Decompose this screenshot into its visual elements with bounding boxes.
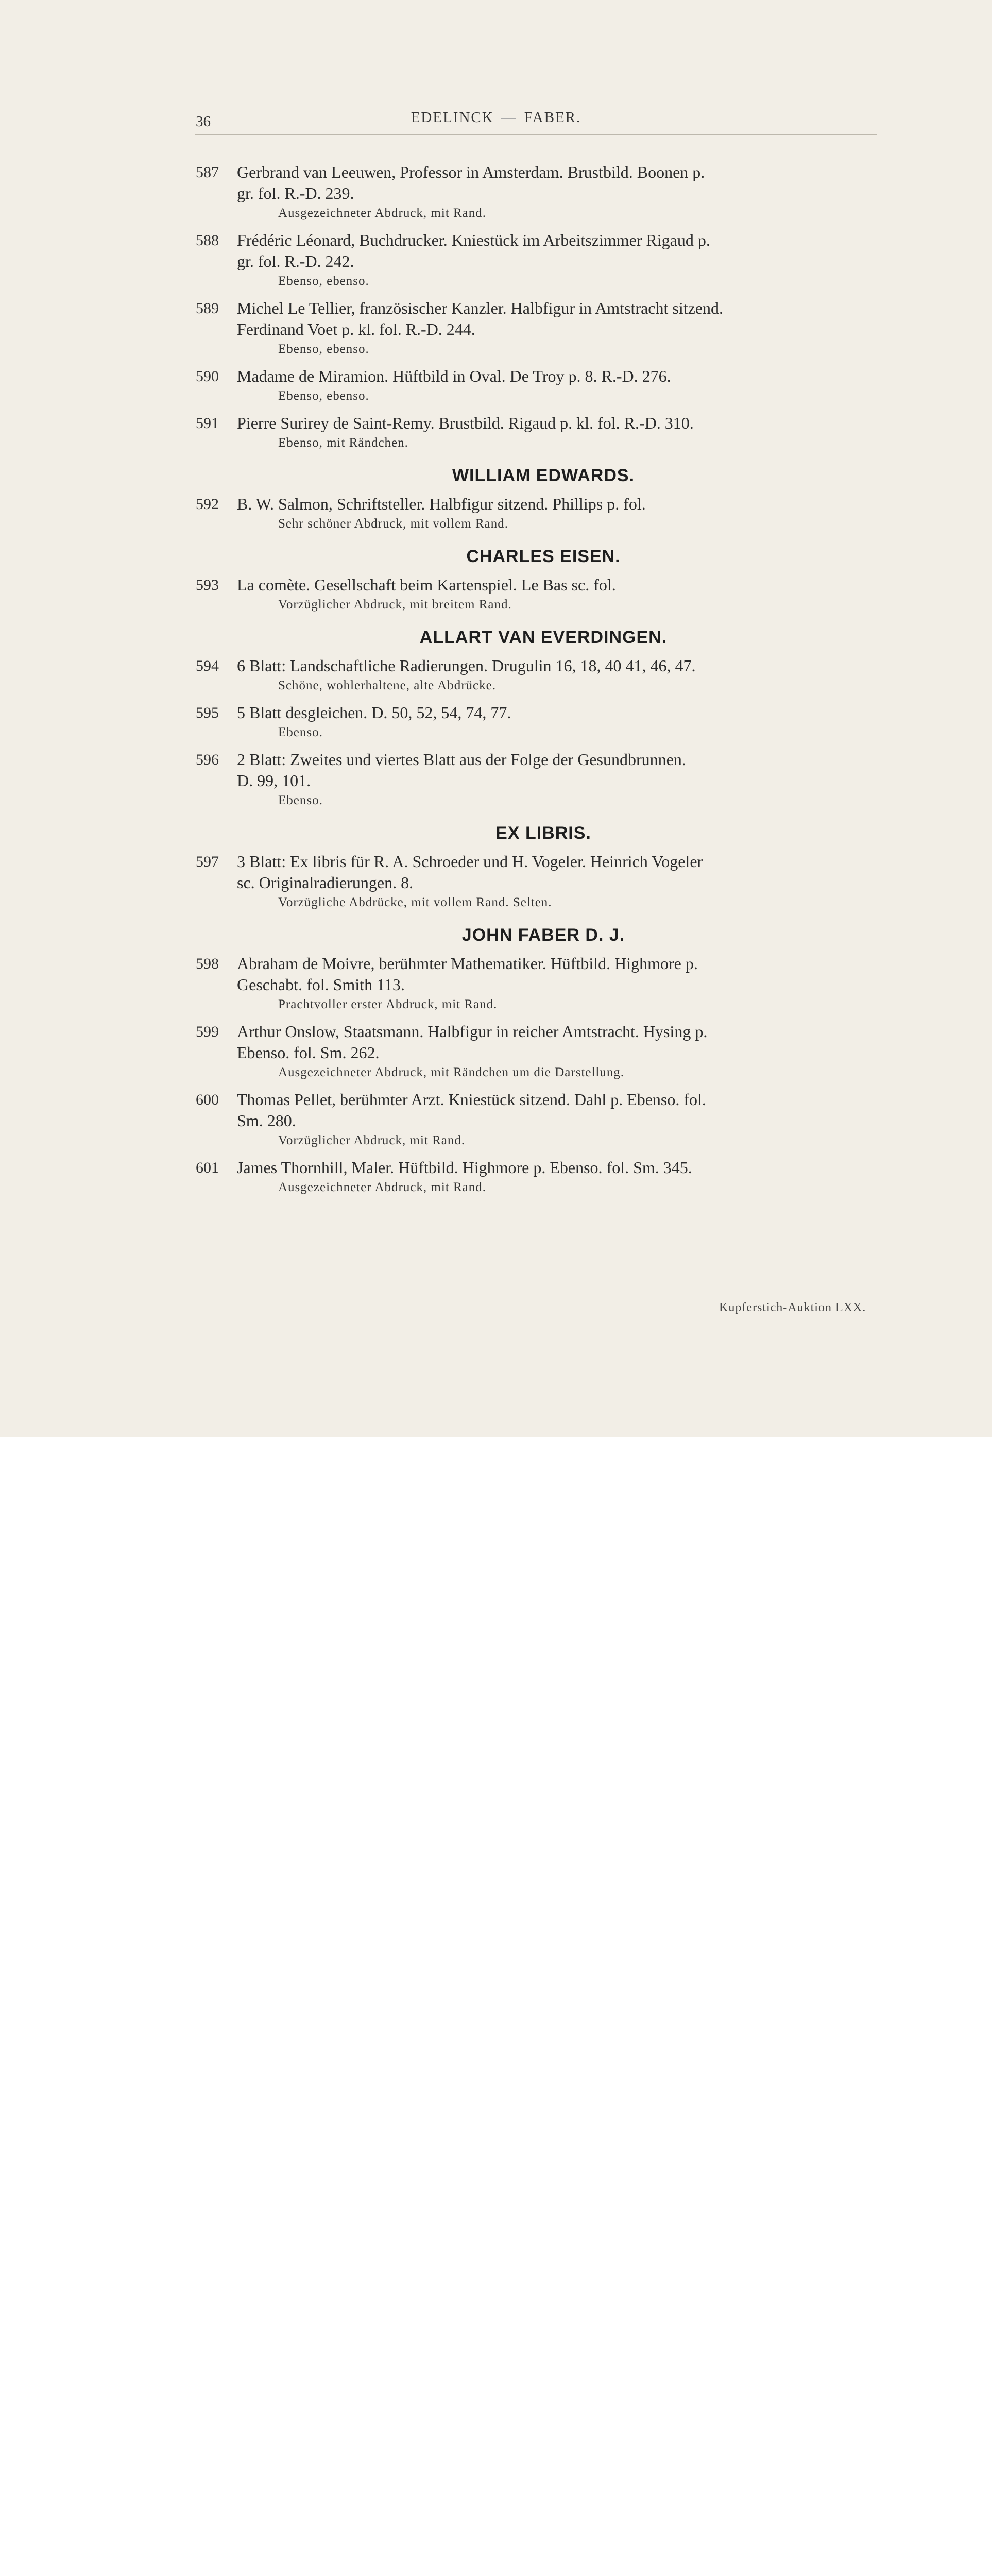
entry-condition-note: Sehr schöner Abdruck, mit vollem Rand. [278,517,508,531]
entry-condition-note: Ausgezeichneter Abdruck, mit Rand. [278,206,487,220]
entry-condition-note: Ebenso. [278,793,323,807]
entry-description-line: Pierre Surirey de Saint-Remy. Brustbild. Rigaud p. kl. fol. R.-D. 310. [237,414,694,432]
entry-number: 600 [196,1091,219,1108]
entry-description-line: Arthur Onslow, Staatsmann. Halbfigur in reicher Amtstracht. Hysing p. [237,1022,708,1041]
entry-number: 591 [196,415,219,432]
entry-condition-note: Ebenso, mit Rändchen. [278,436,408,450]
entry-number: 588 [196,232,219,249]
entry-number: 590 [196,368,219,385]
entry-number: 601 [196,1159,219,1176]
entry-description-line: Abraham de Moivre, berühmter Mathematiker. Hüftbild. Highmore p. [237,954,698,973]
entry-condition-note: Vorzüglicher Abdruck, mit Rand. [278,1133,466,1147]
footer-signature: Kupferstich-Auktion LXX. [719,1301,866,1314]
catalogue-entry [196,1157,891,1197]
entry-number: 593 [196,577,219,594]
catalogue-entry [196,413,891,452]
entry-description-line: D. 99, 101. [237,771,311,790]
catalogue-entry [196,953,891,1014]
section-heading: CHARLES EISEN. [466,547,621,566]
entry-number: 598 [196,955,219,972]
catalogue-entry [196,851,891,912]
entry-condition-note: Ebenso. [278,725,323,739]
entry-description-line: B. W. Salmon, Schriftsteller. Halbfigur sitzend. Phillips p. fol. [237,495,646,513]
catalogue-entry [196,1089,891,1150]
viewer-footer-bar [0,1437,992,1506]
entry-condition-note: Ebenso, ebenso. [278,274,369,288]
catalogue-entry [196,1021,891,1082]
catalogue-entry [196,702,891,742]
entry-description-line: 6 Blatt: Landschaftliche Radierungen. Drugulin 16, 18, 40 41, 46, 47. [237,656,696,675]
entry-number: 594 [196,657,219,674]
entry-number: 589 [196,300,219,317]
entry-description-line: Ferdinand Voet p. kl. fol. R.-D. 244. [237,320,475,338]
entry-condition-note: Ausgezeichneter Abdruck, mit Rand. [278,1180,487,1194]
entry-description-line: Frédéric Léonard, Buchdrucker. Kniestück im Arbeitszimmer Rigaud p. [237,231,710,249]
running-head [0,109,992,126]
entry-description-line: Ebenso. fol. Sm. 262. [237,1043,380,1062]
entry-description-line: 5 Blatt desgleichen. D. 50, 52, 54, 74, 77. [237,703,511,722]
entry-condition-note: Schöne, wohlerhaltene, alte Abdrücke. [278,679,496,692]
entry-condition-note: Ausgezeichneter Abdruck, mit Rändchen um die Darstellung. [278,1065,625,1079]
entry-condition-note: Vorzügliche Abdrücke, mit vollem Rand. Selten. [278,895,552,909]
running-head-right: FABER. [524,109,581,126]
entry-number: 596 [196,751,219,768]
entry-number: 599 [196,1023,219,1040]
entry-description-line: Sm. 280. [237,1111,296,1130]
running-head-separator: — [501,109,517,126]
entry-description-line: James Thornhill, Maler. Hüftbild. Highmore p. Ebenso. fol. Sm. 345. [237,1158,692,1177]
running-head-left: EDELINCK [411,109,494,126]
entry-description-line: 3 Blatt: Ex libris für R. A. Schroeder und H. Vogeler. Heinrich Vogeler [237,852,703,871]
entry-number: 595 [196,704,219,721]
entry-description-line: Gerbrand van Leeuwen, Professor in Amsterdam. Brustbild. Boonen p. [237,163,705,181]
entry-description-line: 2 Blatt: Zweites und viertes Blatt aus der Folge der Gesundbrunnen. [237,750,686,769]
entry-description-line: La comète. Gesellschaft beim Kartenspiel. Le Bas sc. fol. [237,575,616,594]
catalogue-entries [196,155,891,1197]
entry-description-line: gr. fol. R.-D. 239. [237,184,354,202]
entry-number: 592 [196,496,219,513]
section-heading: ALLART VAN EVERDINGEN. [419,628,668,647]
entry-description-line: Madame de Miramion. Hüftbild in Oval. De Troy p. 8. R.-D. 276. [237,367,671,385]
entry-description-line: Michel Le Tellier, französischer Kanzler. Halbfigur in Amtstracht sitzend. [237,299,724,317]
entry-condition-note: Ebenso, ebenso. [278,342,369,356]
section-heading: EX LIBRIS. [495,823,591,843]
catalogue-entry [196,749,891,810]
entry-description-line: gr. fol. R.-D. 242. [237,252,354,270]
entry-description-line: sc. Originalradierungen. 8. [237,873,414,892]
entry-number: 587 [196,164,219,181]
entry-description-line: Thomas Pellet, berühmter Arzt. Kniestück sitzend. Dahl p. Ebenso. fol. [237,1090,706,1109]
catalogue-entry [196,494,891,533]
catalogue-entry [196,655,891,695]
catalogue-entry [196,366,891,405]
entry-condition-note: Vorzüglicher Abdruck, mit breitem Rand. [278,598,512,612]
catalogue-entry [196,230,891,291]
section-heading: WILLIAM EDWARDS. [452,466,635,485]
page-number: 36 [196,113,211,130]
section-heading: JOHN FABER D. J. [461,925,625,945]
catalogue-entry [196,298,891,359]
catalogue-entry [196,574,891,614]
entry-condition-note: Prachtvoller erster Abdruck, mit Rand. [278,997,498,1011]
header-rule [195,134,877,135]
entry-number: 597 [196,853,219,870]
catalogue-entry [196,162,891,223]
entry-condition-note: Ebenso, ebenso. [278,389,369,403]
entry-description-line: Geschabt. fol. Smith 113. [237,975,405,994]
